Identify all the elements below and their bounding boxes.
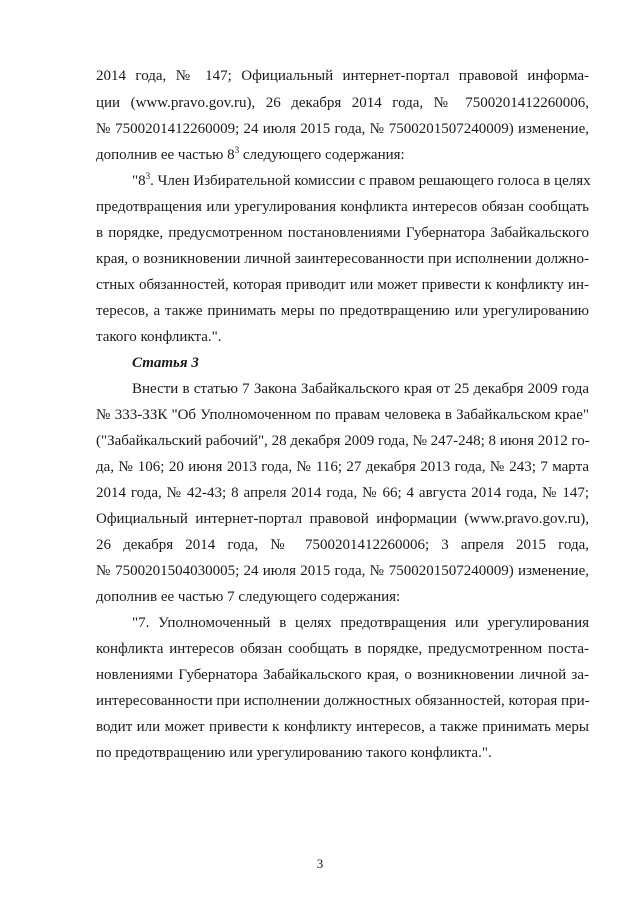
paragraph-line: в порядке, предусмотренном постановлениями Губернатора Забайкальского <box>96 225 589 241</box>
paragraph-line: 2014 года, № 147; Официальный интернет-портал правовой информа- <box>96 68 589 84</box>
paragraph-line: новлениями Губернатора Забайкальского края, о возникновении личной за- <box>96 667 589 683</box>
paragraph-line: конфликта интересов обязан сообщать в порядке, предусмотренном поста- <box>96 641 589 657</box>
paragraph-line: тересов, а также принимать меры по предотвращению или урегулированию <box>96 303 589 319</box>
paragraph-line: интересованности при исполнении должностных обязанностей, которая при- <box>96 693 590 709</box>
paragraph-line: 26 декабря 2014 года, № 7500201412260006; 3 апреля 2015 года, <box>96 537 589 553</box>
paragraph-line: по предотвращению или урегулированию такого конфликта.". <box>96 745 492 761</box>
paragraph-line: края, о возникновении личной заинтересованности при исполнении должно- <box>96 251 589 267</box>
paragraph-line: предотвращения или урегулирования конфликта интересов обязан сообщать <box>96 199 589 215</box>
paragraph-line: № 7500201504030005; 24 июля 2015 года, № 7500201507240009) изменение, <box>96 563 589 579</box>
paragraph-line: стных обязанностей, которая приводит или может привести к конфликту ин- <box>96 277 589 293</box>
paragraph-line: дополнив ее частью 7 следующего содержания: <box>96 589 401 605</box>
paragraph-line: "7. Уполномоченный в целях предотвращения или урегулирования <box>132 615 589 631</box>
paragraph-line: ("Забайкальский рабочий", 28 декабря 2009 года, № 247-248; 8 июня 2012 го- <box>96 433 590 449</box>
paragraph-line: такого конфликта.". <box>96 329 222 345</box>
paragraph-line: "$8^3$. Член Избирательной комиссии с правом решающего голоса в целях <box>132 171 591 189</box>
paragraph-line: дополнив ее частью $8^3$ следующего содержания: <box>96 145 405 163</box>
paragraph-line: да, № 106; 20 июня 2013 года, № 116; 27 декабря 2013 года, № 243; 7 марта <box>96 459 589 475</box>
paragraph-line: Официальный интернет-портал правовой информации (www.pravo.gov.ru), <box>96 511 589 527</box>
paragraph-line: Внести в статью 7 Закона Забайкальского края от 25 декабря 2009 года <box>132 381 589 397</box>
paragraph-line: № 7500201412260009; 24 июля 2015 года, № 7500201507240009) изменение, <box>96 121 589 137</box>
paragraph-line: ции (www.pravo.gov.ru), 26 декабря 2014 года, № 7500201412260006, <box>96 95 589 111</box>
paragraph-line: 2014 года, № 42-43; 8 апреля 2014 года, № 66; 4 августа 2014 года, № 147; <box>96 485 589 501</box>
page-number: 3 <box>316 856 324 871</box>
paragraph-line: № 333-ЗЗК "Об Уполномоченном по правам человека в Забайкальском крае" <box>96 407 589 423</box>
article-heading: Статья 3 <box>132 355 199 371</box>
paragraph-line: водит или может привести к конфликту интересов, а также принимать меры <box>96 719 589 735</box>
